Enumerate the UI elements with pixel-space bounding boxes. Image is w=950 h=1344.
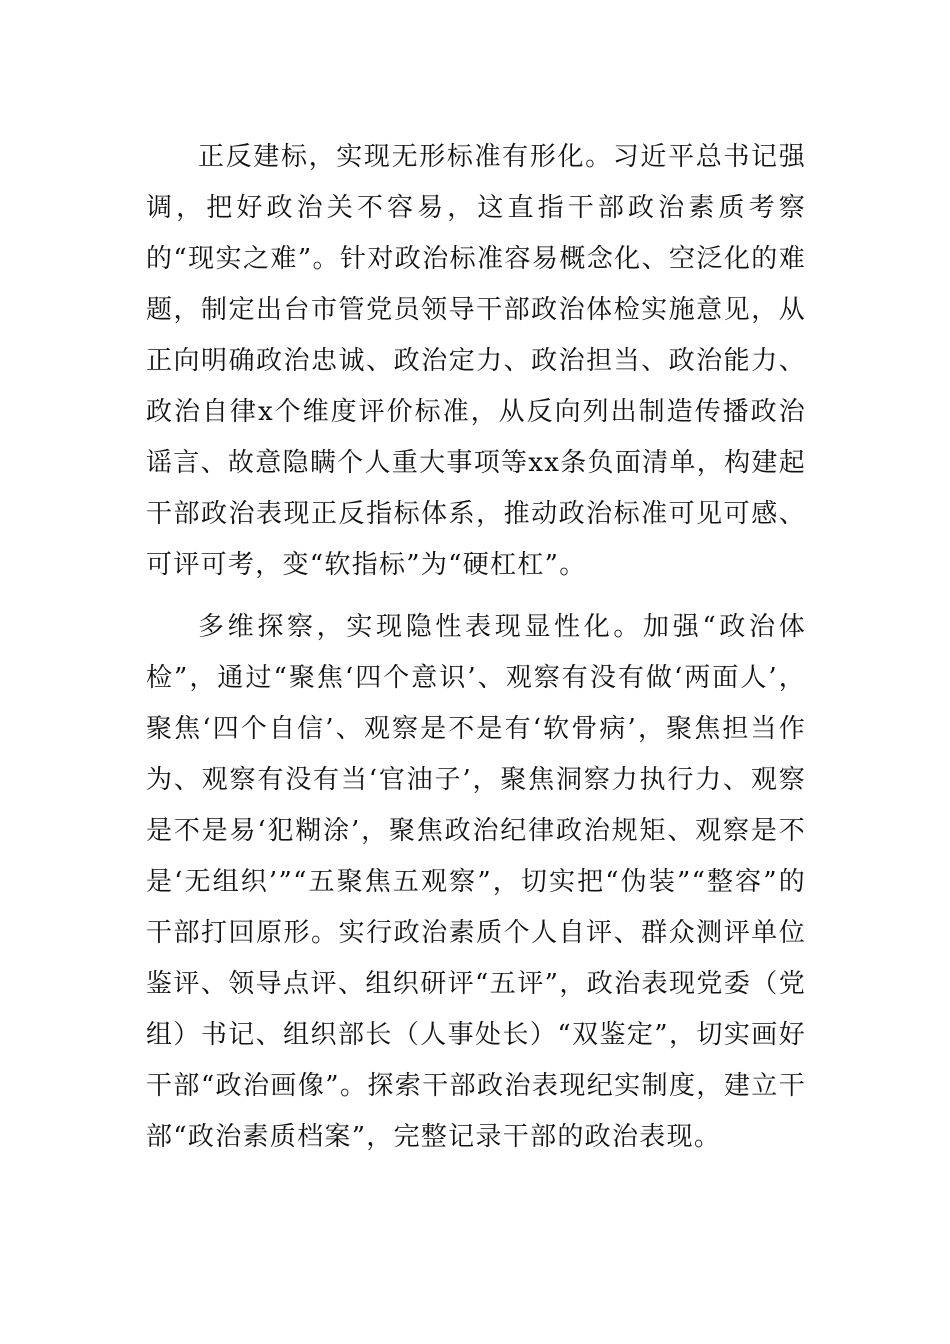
paragraph-standards: 正反建标，实现无形标准有形化。习近平总书记强调，把好政治关不容易，这直指干部政治素质考察的“现实之难”。针对政治标准容易概念化、空泛化的难题，制定出台市管党员领导干部政治体检实施意见，从正向明确政治忠诚、政治定力、政治担当、政治能力、政治自律x个维度评价标准，从反向列出制造传播政治谣言、故意隐瞒个人重大事项等xx条负面清单，构建起干部政治表现正反指标体系，推动政治标准可见可感、可评可考，变“软指标”为“硬杠杠”。 — [146, 142, 806, 580]
document-body — [146, 132, 806, 1163]
paragraph-inspection: 多维探察，实现隐性表现显性化。加强“政治体检”，通过“聚焦‘四个意识’、观察有没有做‘两面人’，聚焦‘四个自信’、观察是不是有‘软骨病’，聚焦担当作为、观察有没有当‘官油子’，聚焦洞察力执行力、观察是不是易‘犯糊涂’，聚焦政治纪律政治规矩、观察是不是‘无组织’”“五聚焦五观察”，切实把“伪装”“整容”的干部打回原形。实行政治素质个人自评、群众测评单位鉴评、领导点评、组织研评“五评”，政治表现党委（党组）书记、组织部长（人事处长）“双鉴定”，切实画好干部“政治画像”。探索干部政治表现纪实制度，建立干部“政治素质档案”，完整记录干部的政治表现。 — [146, 612, 806, 1152]
